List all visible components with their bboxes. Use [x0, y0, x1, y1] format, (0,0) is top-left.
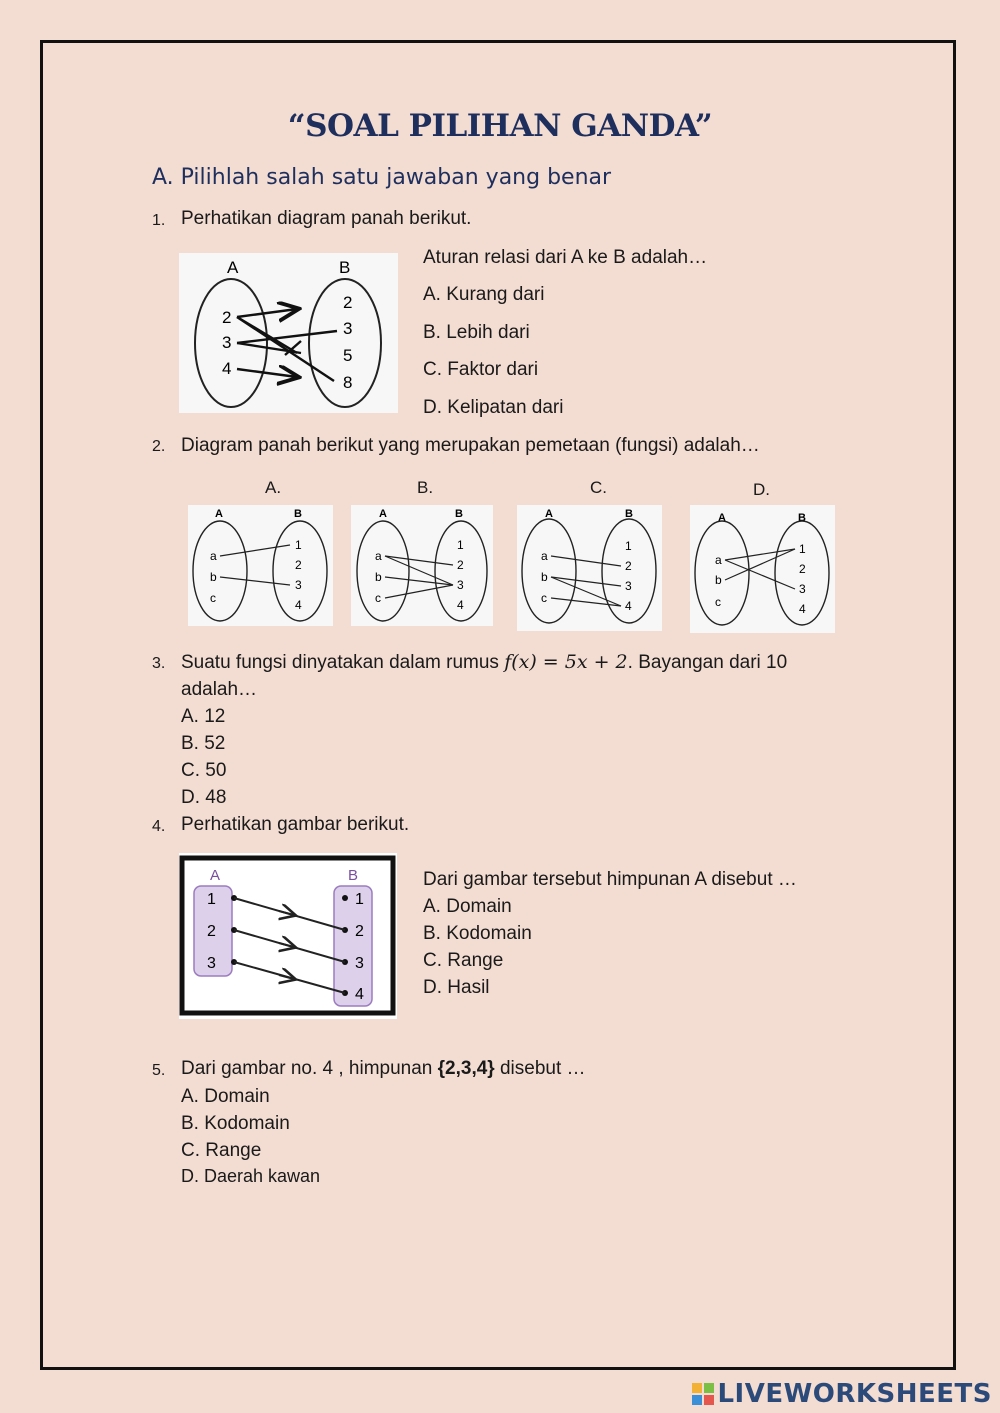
a-item: a: [541, 549, 548, 563]
b-item: 2: [295, 558, 302, 572]
b-item: 3: [457, 578, 464, 592]
set-b-label: B: [455, 508, 463, 520]
a-item: b: [210, 570, 217, 584]
set-b-label: B: [625, 508, 633, 520]
arrows: [385, 556, 453, 598]
q4-b-item: 1: [355, 891, 364, 908]
q4-option-d[interactable]: D. Hasil: [423, 977, 490, 998]
a-item: b: [375, 570, 382, 584]
q5-set-bold: {2,3,4}: [437, 1058, 495, 1079]
q1-prompt: Aturan relasi dari A ke B adalah…: [423, 247, 708, 268]
q1-b-item: 5: [343, 346, 353, 365]
q2-diagram-b-svg: [351, 505, 493, 626]
a-item: b: [541, 570, 548, 584]
b-item: 3: [799, 582, 806, 596]
q4-a-item: 1: [207, 891, 216, 908]
q2-choice-label-c: C.: [590, 478, 607, 497]
set-a-label: A: [215, 508, 223, 520]
a-item: c: [210, 591, 216, 605]
b-item: 2: [799, 562, 806, 576]
a-item: b: [715, 573, 722, 587]
q3-option-d[interactable]: D. 48: [181, 787, 227, 808]
set-a-ellipse: [357, 521, 409, 621]
q5-option-a[interactable]: A. Domain: [181, 1086, 270, 1107]
q1-set-b-label: B: [339, 258, 351, 277]
a-item: c: [541, 591, 547, 605]
q5-option-d[interactable]: D. Daerah kawan: [181, 1166, 321, 1186]
q3-number: 3.: [152, 655, 166, 672]
q2-diagram-b[interactable]: [351, 505, 493, 626]
q3-option-b[interactable]: B. 52: [181, 733, 226, 754]
q1-a-item: 2: [222, 308, 232, 327]
a-item: a: [375, 549, 382, 563]
a-item: a: [715, 553, 722, 567]
q1-option-a[interactable]: A. Kurang dari: [423, 284, 545, 305]
q4-prompt: Dari gambar tersebut himpunan A disebut …: [423, 869, 797, 890]
b-item: 1: [799, 542, 806, 556]
set-a-ellipse: [193, 521, 247, 621]
q1-number: 1.: [152, 212, 166, 229]
q4-text: Perhatikan gambar berikut.: [181, 814, 410, 835]
q3-text-before: Suatu fungsi dinyatakan dalam rumus: [181, 652, 505, 673]
q1-arrows: [237, 309, 337, 381]
q4-set-b-box: [334, 886, 372, 1006]
b-item: 3: [625, 579, 632, 593]
q1-set-a-label: A: [227, 258, 239, 277]
q1-option-b[interactable]: B. Lebih dari: [423, 322, 530, 343]
b-item: 1: [625, 539, 632, 553]
q3-text: [181, 651, 787, 674]
q4-option-b[interactable]: B. Kodomain: [423, 923, 532, 944]
b-item: 4: [295, 598, 302, 612]
b-item: 1: [457, 538, 464, 552]
q4-b-item: 4: [355, 986, 364, 1003]
logo-text: LIVEWORKSHEETS: [717, 1379, 992, 1409]
q1-b-item: 2: [343, 293, 353, 312]
q4-arrows: [234, 898, 345, 993]
q3-text-after: . Bayangan dari 10: [627, 652, 788, 673]
q5-option-b[interactable]: B. Kodomain: [181, 1113, 290, 1134]
q2-choice-label-d: D.: [753, 480, 770, 499]
q2-diagram-a-svg: [188, 505, 333, 626]
section-heading: A. Pilihlah salah satu jawaban yang benar: [152, 165, 612, 190]
q2-diagram-c-svg: [517, 505, 662, 631]
q2-number: 2.: [152, 438, 166, 455]
q1-diagram-svg: [179, 253, 398, 413]
q4-a-item: 3: [207, 955, 216, 972]
q1-b-item: 8: [343, 373, 353, 392]
q2-diagram-d[interactable]: [690, 505, 835, 633]
b-item: 4: [625, 599, 632, 613]
q1-option-c[interactable]: C. Faktor dari: [423, 359, 539, 380]
q4-number: 4.: [152, 818, 166, 835]
b-item: 1: [295, 538, 302, 552]
b-item: 4: [799, 602, 806, 616]
b-item: 3: [295, 578, 302, 592]
liveworksheets-logo: [692, 1379, 992, 1409]
q5-text-before: Dari gambar no. 4 , himpunan: [181, 1058, 438, 1079]
b-item: 2: [625, 559, 632, 573]
logo-mark-icon: [692, 1383, 714, 1405]
q5-text-after: disebut …: [494, 1058, 586, 1079]
set-b-label: B: [798, 512, 806, 524]
q5-option-c[interactable]: C. Range: [181, 1140, 262, 1161]
q2-diagram-a[interactable]: [188, 505, 333, 626]
q4-diagram-svg: [179, 853, 397, 1019]
q2-choice-label-b: B.: [417, 478, 434, 497]
q4-option-c[interactable]: C. Range: [423, 950, 504, 971]
set-b-label: B: [294, 508, 302, 520]
q4-set-b-label: B: [348, 867, 359, 884]
q4-set-a-label: A: [210, 867, 221, 884]
arrows: [220, 545, 290, 585]
a-item: c: [715, 595, 721, 609]
q1-b-item: 3: [343, 319, 353, 338]
set-a-label: A: [379, 508, 387, 520]
q4-arrow-diagram: [179, 853, 397, 1019]
q4-option-a[interactable]: A. Domain: [423, 896, 512, 917]
q2-diagram-d-svg: [690, 505, 835, 633]
page-title: “SOAL PILIHAN GANDA”: [287, 108, 713, 144]
q3-formula: f(x) = 5x + 2: [504, 651, 628, 673]
q5-number: 5.: [152, 1062, 166, 1079]
q1-option-d[interactable]: D. Kelipatan dari: [423, 397, 564, 418]
q4-a-item: 2: [207, 923, 216, 940]
q2-choice-label-a: A.: [265, 478, 282, 497]
q4-b-item: 2: [355, 923, 364, 940]
q1-a-item: 4: [222, 359, 232, 378]
q3-option-a[interactable]: A. 12: [181, 706, 226, 727]
page-border: [40, 40, 956, 1370]
q3-option-c[interactable]: C. 50: [181, 760, 227, 781]
set-a-label: A: [718, 512, 726, 524]
arrows: [725, 549, 795, 589]
q5-text: [181, 1058, 586, 1080]
a-item: a: [210, 549, 217, 563]
set-a-label: A: [545, 508, 553, 520]
q2-diagram-c[interactable]: [517, 505, 662, 631]
set-a-ellipse: [522, 519, 576, 623]
b-item: 4: [457, 598, 464, 612]
arrows: [551, 556, 621, 606]
q3-text-line2: adalah…: [181, 679, 258, 700]
b-item: 2: [457, 558, 464, 572]
q2-text: Diagram panah berikut yang merupakan pemetaan (fungsi) adalah…: [181, 435, 760, 456]
q1-arrow-diagram: [179, 253, 398, 413]
a-item: c: [375, 591, 381, 605]
q1-text: Perhatikan diagram panah berikut.: [181, 208, 472, 229]
q1-a-item: 3: [222, 333, 232, 352]
q4-b-item: 3: [355, 955, 364, 972]
